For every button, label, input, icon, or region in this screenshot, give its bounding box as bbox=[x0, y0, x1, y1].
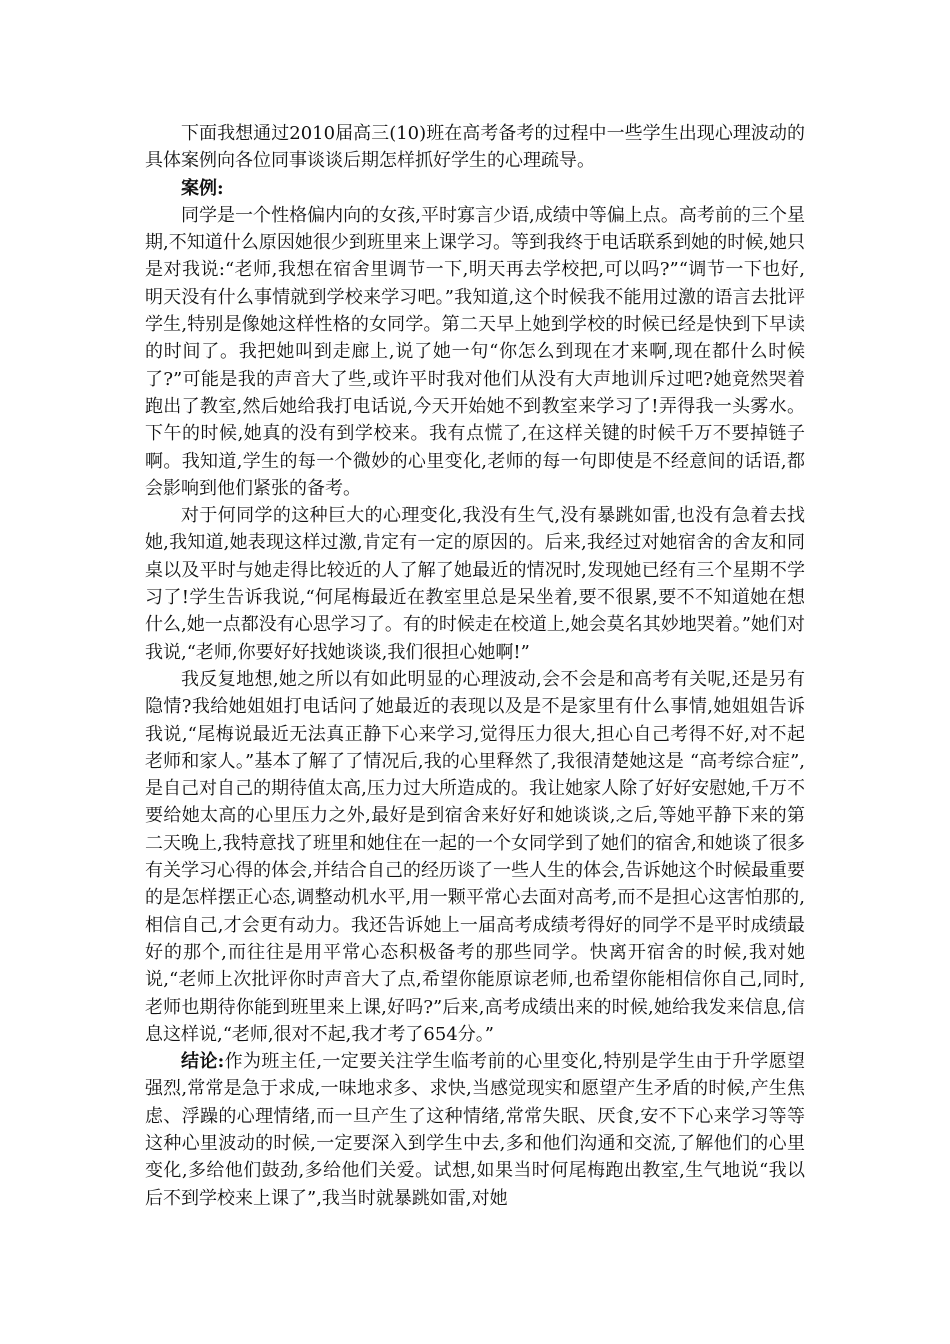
case-paragraph-2: 对于何同学的这种巨大的心理变化,我没有生气,没有暴跳如雷,也没有急着去找她,我知道,她表现这样过激,肯定有一定的原因的。后来,我经过对她宿舍的舍友和同桌以及平时与她走得比较近的人了解了她最近的情况时,发现她已经有三个星期不学习了!学生告诉我说,“何尾梅最近在教室里总是呆坐着,要不很累,要不不知道她在想什么,她一点都没有心思学习了。有的时候走在校道上,她会莫名其妙地哭着。”她们对我说,“老师,你要好好找她谈谈,我们很担心她啊!” bbox=[145, 505, 805, 663]
case-paragraph-3: 我反复地想,她之所以有如此明显的心理波动,会不会是和高考有关呢,还是另有隐情?我给她姐姐打电话问了她最近的表现以及是不是家里有什么事情,她姐姐告诉我说,“尾梅说最近无法真正静下心来学习,觉得压力很大,担心自己考得不好,对不起老师和家人。”基本了解了了情况后,我的心里释然了,我很清楚她这是 “高考综合症”,是自己对自己的期待值太高,压力过大所造成的。我让她家人除了好好安慰她,千万不要给她太高的心里压力之外,最好是到宿舍来好好和她谈谈,之后,等她平静下来的第二天晚上,我特意找了班里和她住在一起的一个女同学到了她们的宿舍,和她谈了很多有关学习心得的体会,并结合自己的经历谈了一些人生的体会,告诉她这个时候最重要的是怎样摆正心态,调整动机水平,用一颗平常心去面对高考,而不是担心这害怕那的,相信自己,才会更有动力。我还告诉她上一届高考成绩考得好的同学不是平时成绩最好的那个,而往往是用平常心态积极备考的那些同学。快离开宿舍的时候,我对她说,“老师上次批评你时声音大了点,希望你能原谅老师,也希望你能相信你自己,同时,老师也期待你能到班里来上课,好吗?”后来,高考成绩出来的时候,她给我发来信息,信息这样说,“老师,很对不起,我才考了654分。” bbox=[145, 668, 805, 1045]
conclusion-text: 作为班主任,一定要关注学生临考前的心里变化,特别是学生由于升学愿望强烈,常常是急于求成,一味地求多、求快,当感觉现实和愿望产生矛盾的时候,产生焦虑、浮躁的心理情绪,而一旦产生了这种情绪,常常失眠、厌食,安不下心来学习等等这种心里波动的时候,一定要深入到学生中去,多和他们沟通和交流,了解他们的心里变化,多给他们鼓劲,多给他们关爱。试想,如果当时何尾梅跑出教室,生气地说“我以后不到学校来上课了”,我当时就暴跳如雷,对她 bbox=[145, 1051, 805, 1209]
case-heading: 案例: bbox=[181, 177, 224, 199]
conclusion-label: 结论: bbox=[181, 1051, 225, 1073]
document-page bbox=[145, 120, 805, 1212]
case-paragraph-1: 同学是一个性格偏内向的女孩,平时寡言少语,成绩中等偏上点。高考前的三个星期,不知道什么原因她很少到班里来上课学习。等到我终于电话联系到她的时候,她只是对我说:“老师,我想在宿舍里调节一下,明天再去学校把,可以吗?”“调节一下也好,明天没有什么事情就到学校来学习吧。”我知道,这个时候我不能用过激的语言去批评学生,特别是像她这样性格的女同学。第二天早上她到学校的时候已经是快到下早读的时间了。我把她叫到走廊上,说了她一句“你怎么到现在才来啊,现在都什么时候了?”可能是我的声音大了些,或许平时我对他们从没有大声地训斥过吧?她竟然哭着跑出了教室,然后她给我打电话说,今天开始她不到教室来学习了!弄得我一头雾水。下午的时候,她真的没有到学校来。我有点慌了,在这样关键的时候千万不要掉链子啊。我知道,学生的每一个微妙的心里变化,老师的每一句即使是不经意间的话语,都会影响到他们紧张的备考。 bbox=[145, 204, 805, 499]
conclusion-paragraph bbox=[145, 1048, 805, 1212]
intro-paragraph: 下面我想通过2010届高三(10)班在高考备考的过程中一些学生出现心理波动的具体案例向各位同事谈谈后期怎样抓好学生的心理疏导。 bbox=[145, 123, 805, 172]
